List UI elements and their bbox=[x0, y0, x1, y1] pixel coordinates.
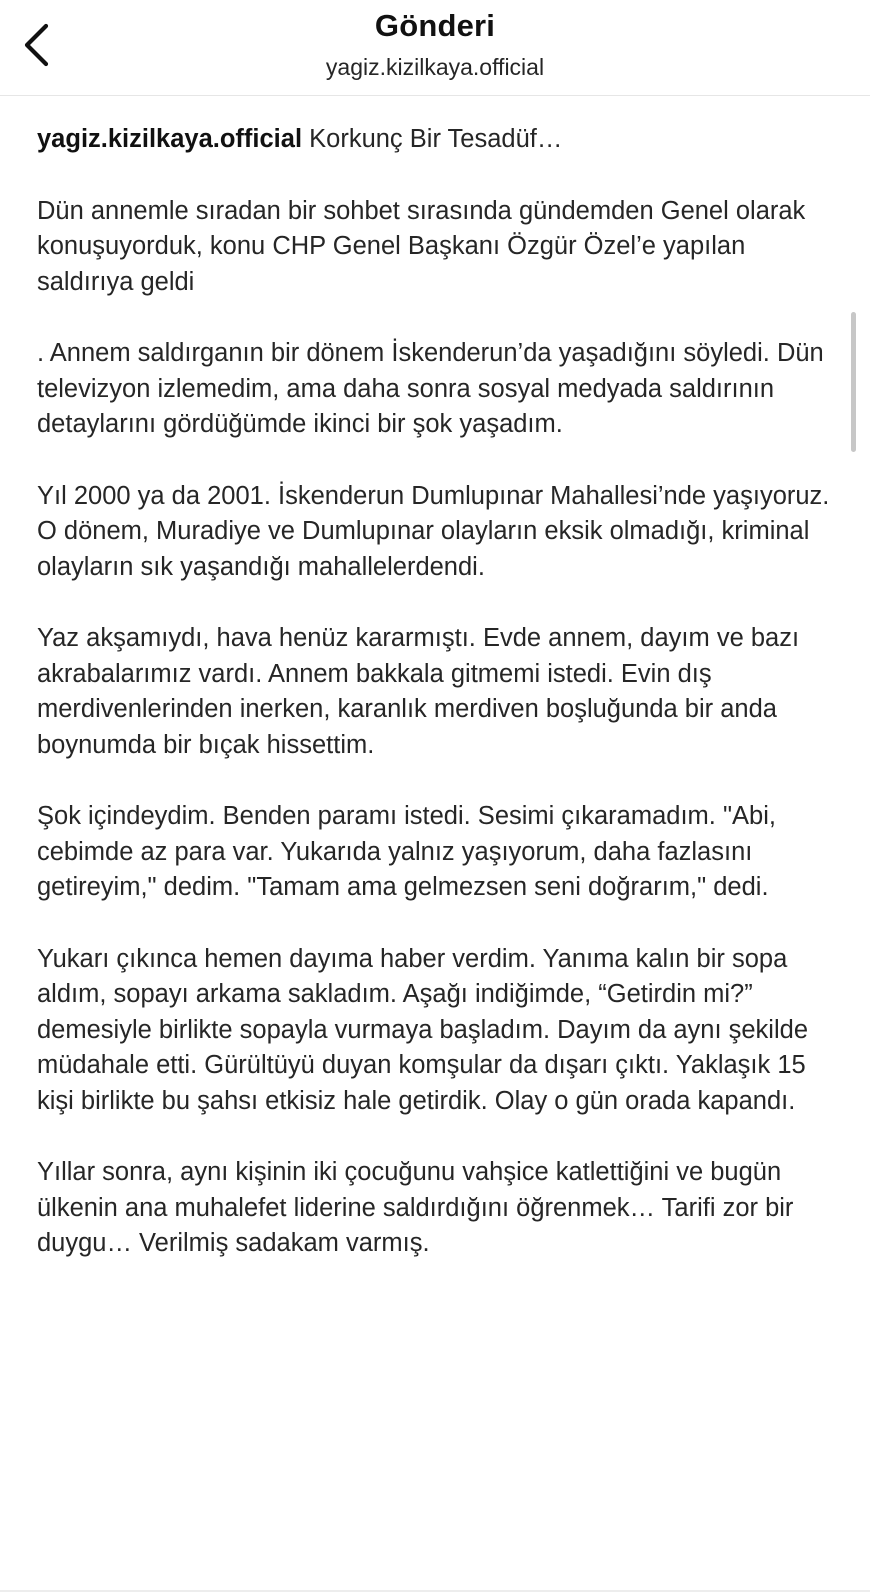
caption-paragraph-3: Yıl 2000 ya da 2001. İskenderun Dumlupınar Mahallesi’nde yaşıyoruz. O dönem, Muradiye ve Dumlupınar olayların eksik olmadığı, kriminal olayların sık yaşandığı mahallelerdendi. bbox=[37, 481, 830, 581]
caption-paragraph-7: Yıllar sonra, aynı kişinin iki çocuğunu vahşice katlettiğini ve bugün ülkenin ana muhalefet liderine saldırdığını öğrenmek… Tarifi zor bir duygu… Verilmiş sadakam varmış. bbox=[37, 1158, 794, 1257]
caption-username[interactable]: yagiz.kizilkaya.official bbox=[37, 125, 303, 153]
post-caption bbox=[37, 122, 837, 1298]
caption-paragraph-5: Şok içindeydim. Benden paramı istedi. Sesimi çıkaramadım. "Abi, cebimde az para var. Yukarıda yalnız yaşıyorum, daha fazlasını getireyim," dedim. "Tamam ama gelmezsen seni doğrarım," dedi. bbox=[37, 802, 776, 901]
caption-first-line bbox=[37, 122, 837, 158]
top-bar bbox=[0, 0, 870, 96]
caption-paragraph-6: Yukarı çıkınca hemen dayıma haber verdim. Yanıma kalın bir sopa aldım, sopayı arkama sakladım. Aşağı indiğimde, “Getirdin mi?” demesiyle birlikte sopayla vurmaya başladım. Dayım da aynı şekilde müdahale etti. Gürültüyü duyan komşular da dışarı çıktı. Yaklaşık 15 kişi birlikte bu şahsı etkisiz hale getirdik. Olay o gün orada kapandı. bbox=[37, 944, 809, 1115]
page-subtitle-username[interactable]: yagiz.kizilkaya.official bbox=[325, 54, 545, 80]
caption-paragraph-1: Dün annemle sıradan bir sohbet sırasında gündemden Genel olarak konuşuyorduk, konu CHP Genel Başkanı Özgür Özel’e yapılan saldırıya geldi bbox=[37, 196, 806, 296]
caption-title: Korkunç Bir Tesadüf… bbox=[309, 125, 563, 153]
scrollbar[interactable] bbox=[851, 312, 856, 452]
caption-paragraph-4: Yaz akşamıydı, hava henüz kararmıştı. Evde annem, dayım ve bazı akrabalarımız vardı. Annem bakkala gitmemi istedi. Evin dış merdivenlerinden inerken, karanlık merdiven boşluğunda bir anda boynumda bir bıçak hissettim. bbox=[37, 624, 800, 759]
caption-paragraph-2: . Annem saldırganın bir dönem İskenderun’da yaşadığını söyledi. Dün televizyon izlemedim, ama daha sonra sosyal medyada saldırının detaylarını gördüğümde ikinci bir şok yaşadım. bbox=[37, 339, 824, 438]
page-title: Gönderi bbox=[374, 8, 496, 43]
